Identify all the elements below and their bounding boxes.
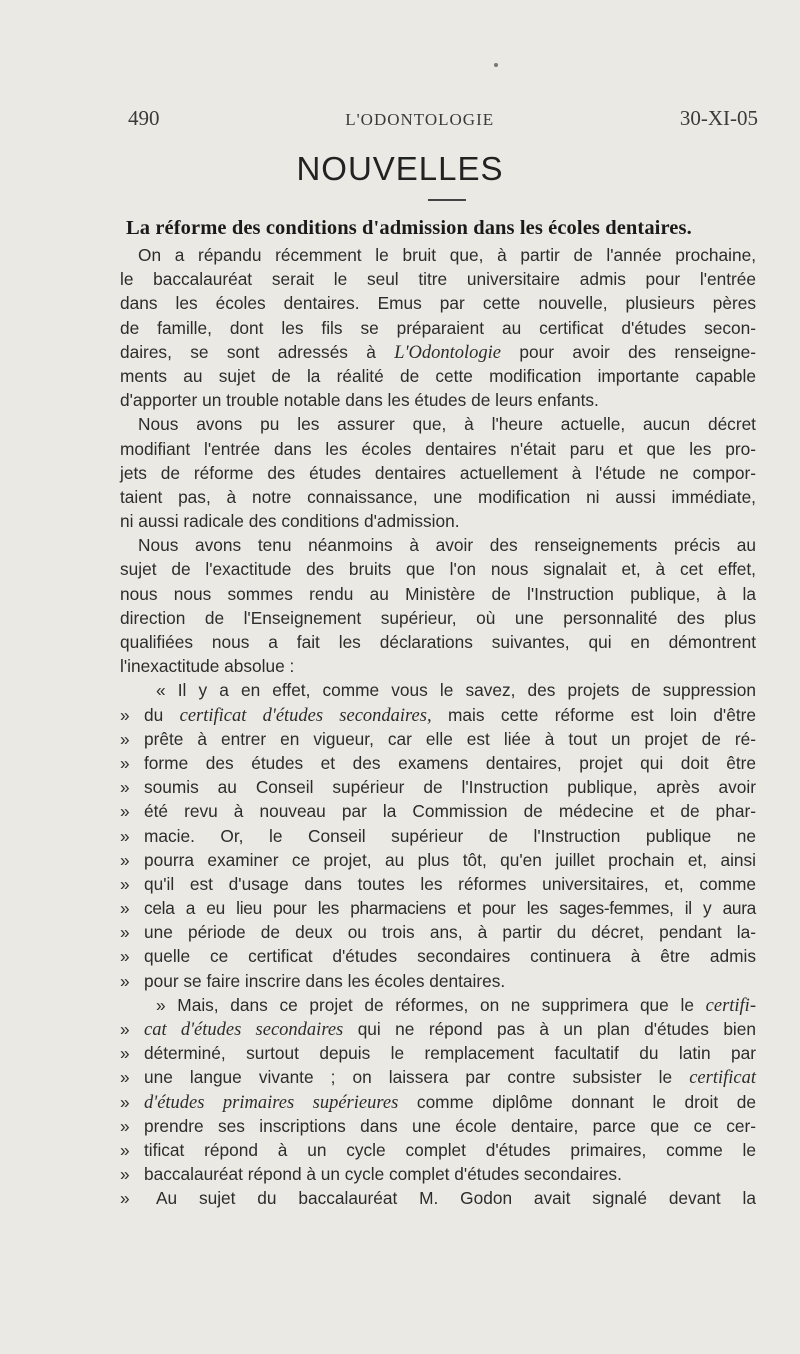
guillemet: » — [120, 1067, 130, 1088]
quote-text — [144, 1017, 756, 1041]
guillemet: » — [120, 752, 130, 773]
quote-line — [120, 824, 756, 848]
text-line: taient pas, à notre connaissance, une modification ni aussi immédiate, — [120, 486, 756, 507]
quote-text: été revu à nouveau par la Commission de médecine et de phar- — [144, 801, 756, 822]
quote-text — [144, 703, 756, 727]
print-speck — [494, 63, 498, 67]
guillemet: » — [120, 728, 130, 749]
guillemet: » — [120, 849, 130, 870]
text-line — [120, 340, 756, 364]
guillemet: » — [120, 898, 130, 919]
text-line: sujet de l'exactitude des bruits que l'on nous signalait et, à cet effet, — [120, 559, 756, 580]
quote-text: tificat répond à un cycle complet d'études primaires, comme le — [144, 1139, 756, 1160]
text-line: d'apporter un trouble notable dans les études de leurs enfants. — [120, 390, 599, 411]
guillemet: » — [120, 873, 130, 894]
quote-line — [120, 993, 756, 1017]
text-line: jets de réforme des études dentaires actuellement à l'étude ne compor- — [120, 462, 756, 483]
running-header — [128, 106, 758, 131]
italic-text: certificat — [689, 1068, 756, 1089]
text-line: qualifiées nous a fait les déclarations suivantes, qui en démontrent — [120, 632, 756, 652]
text-line: nous nous sommes rendu au Ministère de l'Instruction publique, à la — [120, 583, 756, 604]
page-number: 490 — [128, 106, 160, 130]
guillemet: » — [120, 1019, 130, 1039]
quote-line — [120, 751, 756, 775]
guillemet: » — [120, 704, 130, 725]
guillemet: » — [120, 1115, 130, 1136]
guillemet: » — [120, 1188, 130, 1209]
guillemet: » — [120, 922, 130, 943]
quote-line — [120, 920, 756, 944]
text-span: du — [144, 704, 164, 725]
title-rule — [428, 199, 466, 201]
article-body — [120, 243, 756, 1211]
text-line: direction de l'Enseignement supérieur, où une personnalité des plus — [120, 607, 756, 628]
quote-text: déterminé, surtout depuis le remplacement facultatif du latin par — [144, 1043, 756, 1064]
section-title: NOUVELLES — [296, 150, 504, 187]
quote-text: Au sujet du baccalauréat M. Godon avait signalé devant la — [156, 1188, 756, 1209]
guillemet: » — [120, 1043, 130, 1064]
quote-line — [120, 703, 756, 727]
guillemet: » — [120, 825, 130, 846]
text-span: comme diplôme donnant le droit de — [416, 1091, 756, 1112]
text-span: une langue vivante ; on laissera par contre subsister le — [144, 1067, 673, 1088]
quote-text: prête à entrer en vigueur, car elle est liée à tout un projet de ré- — [144, 728, 756, 749]
quote-text — [144, 1090, 756, 1114]
text-line: l'inexactitude absolue : — [120, 656, 295, 677]
quote-line — [120, 1114, 756, 1138]
quote-line — [120, 848, 756, 872]
quote-line — [120, 1138, 756, 1162]
quote-text: soumis au Conseil supérieur de l'Instruction publique, après avoir — [144, 777, 756, 798]
text-line: On a répandu récemment le bruit que, à partir de l'année prochaine, — [138, 245, 756, 265]
quote-text: « Il y a en effet, comme vous le savez, des projets de suppression — [156, 680, 756, 701]
guillemet: » — [120, 801, 130, 822]
quote-line — [120, 944, 756, 968]
text-line: modifiant l'entrée dans les écoles dentaires n'était paru et que les pro- — [120, 438, 756, 459]
quote-line — [120, 678, 756, 702]
quote-text — [144, 993, 756, 1017]
quote-line — [120, 872, 756, 896]
italic-text: certifi- — [705, 995, 756, 1016]
quote-line — [120, 1090, 756, 1114]
quote-line — [120, 896, 756, 920]
article-title: La réforme des conditions d'admission dans les écoles dentaires. — [126, 217, 692, 239]
guillemet: » — [120, 1164, 130, 1185]
quote-line — [120, 727, 756, 751]
quote-text: qu'il est d'usage dans toutes les réformes universitaires, et, comme — [144, 873, 756, 894]
quote-line — [120, 775, 756, 799]
text-line: ni aussi radicale des conditions d'admission. — [120, 511, 460, 532]
quote-line — [120, 969, 756, 993]
quote-text: pourra examiner ce projet, au plus tôt, qu'en juillet prochain et, ainsi — [144, 849, 756, 870]
text-line: Nous avons tenu néanmoins à avoir des renseignements précis au — [138, 535, 756, 556]
italic-text: cat d'études secondaires — [144, 1020, 344, 1040]
text-span: daires, se sont adressés à — [120, 341, 376, 362]
quote-text: une période de deux ou trois ans, à partir du décret, pendant la- — [144, 922, 756, 943]
text-line: de famille, dont les fils se préparaient au certificat d'études secon- — [120, 317, 756, 338]
quote-line — [120, 1065, 756, 1089]
guillemet: » — [120, 946, 130, 967]
text-line: ments au sujet de la réalité de cette modification importante capable — [120, 365, 756, 386]
quote-line — [120, 1041, 756, 1065]
quote-line — [120, 1162, 756, 1186]
quote-text: prendre ses inscriptions dans une école dentaire, parce que ce cer- — [144, 1115, 756, 1136]
journal-title: L'Odontologie — [394, 342, 502, 363]
quote-text: macie. Or, le Conseil supérieur de l'Instruction publique ne — [144, 825, 756, 846]
text-line: dans les écoles dentaires. Emus par cette nouvelle, plusieurs pères — [120, 293, 756, 314]
quote-text: cela a eu lieu pour les pharmaciens et pour les sages-femmes, il y aura — [144, 898, 756, 919]
quote-line — [120, 1017, 756, 1041]
guillemet: » — [120, 1091, 130, 1112]
guillemet: » — [120, 1139, 130, 1160]
quote-text — [144, 1065, 756, 1089]
text-line: le baccalauréat serait le seul titre universitaire admis pour l'entrée — [120, 269, 756, 290]
text-span: pour avoir des renseigne- — [519, 341, 756, 362]
guillemet: » — [120, 777, 130, 798]
issue-date: 30-XI-05 — [679, 106, 758, 130]
quote-text: baccalauréat répond à un cycle complet d'études secondaires. — [144, 1164, 622, 1185]
guillemet: » — [120, 970, 130, 991]
quote-line — [120, 1186, 756, 1210]
text-line: Nous avons pu les assurer que, à l'heure actuelle, aucun décret — [138, 414, 756, 435]
text-span: mais cette réforme est loin d'être — [447, 704, 757, 725]
italic-text: certificat d'études secondaires, — [179, 705, 432, 726]
quote-text: quelle ce certificat d'études secondaires continuera à être admis — [144, 946, 756, 967]
text-span: » Mais, dans ce projet de réformes, on ne supprimera que le — [156, 994, 694, 1015]
text-span: qui ne répond pas à un plan d'études bien — [357, 1019, 756, 1039]
italic-text: d'études primaires supérieures — [144, 1092, 399, 1113]
quote-text: pour se faire inscrire dans les écoles dentaires. — [144, 970, 506, 991]
running-title: L'ODONTOLOGIE — [345, 110, 495, 129]
quote-text: forme des études et des examens dentaires, projet qui doit être — [144, 752, 756, 773]
quote-line — [120, 799, 756, 823]
